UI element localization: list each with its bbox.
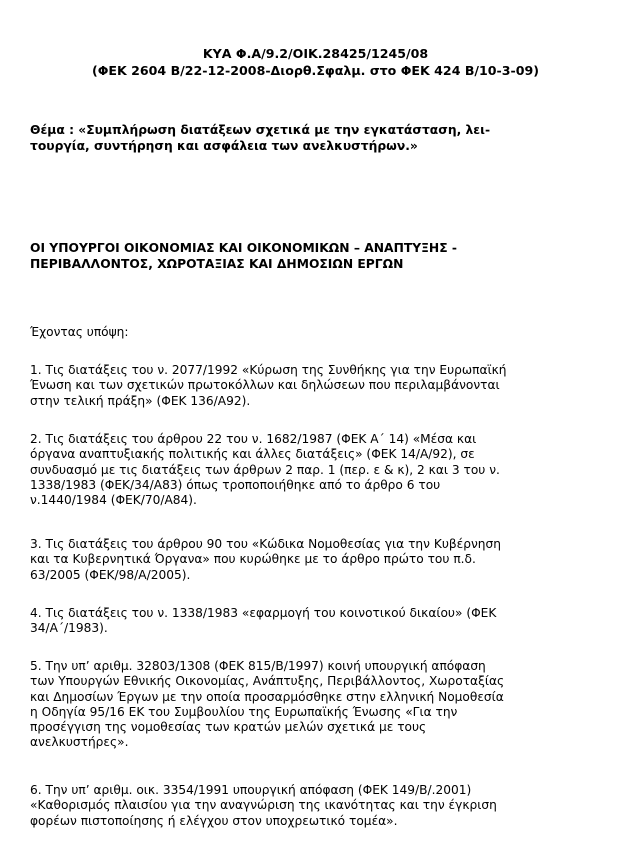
paragraph-line: 1. Τις διατάξεις του ν. 2077/1992 «Κύρωση της Συνθήκης για την Ευρωπαϊκή	[30, 363, 507, 377]
ministers-line: ΟΙ ΥΠΟΥΡΓΟΙ ΟΙΚΟΝΟΜΙΑΣ ΚΑΙ ΟΙΚΟΝΟΜΙΚΩΝ – ΑΝΑΠΤΥΞΗΣ -	[30, 241, 457, 255]
paragraph-line: ανελκυστήρες».	[30, 735, 129, 750]
paragraph-line: Ένωση και των σχετικών πρωτοκόλλων και δηλώσεων που περιλαμβάνονται	[30, 378, 500, 393]
document-header	[30, 45, 601, 79]
paragraph-line: 2. Τις διατάξεις του άρθρου 22 του ν. 1682/1987 (ΦΕΚ Α΄ 14) «Μέσα και	[30, 432, 477, 446]
header-gazette-reference: (ΦΕΚ 2604 Β/22-12-2008-Διορθ.Σφαλμ. στο ΦΕΚ 424 Β/10-3-09)	[91, 63, 540, 78]
paragraph-6	[30, 783, 606, 829]
paragraph-4	[30, 606, 606, 637]
ministers-heading	[30, 241, 601, 272]
paragraph-line: και τα Κυβερνητικά Όργανα» που κυρώθηκε με το άρθρο πρώτο του π.δ.	[30, 552, 476, 567]
paragraph-line: 6. Την υπ’ αριθμ. οικ. 3354/1991 υπουργική απόφαση (ΦΕΚ 149/Β/.2001)	[30, 783, 472, 797]
paragraph-line: η Οδηγία 95/16 ΕΚ του Συμβουλίου της Ευρωπαϊκής Ένωσης «Για την	[30, 704, 458, 719]
paragraph-1	[30, 363, 606, 409]
header-decision-number: ΚΥΑ Φ.Α/9.2/ΟΙΚ.28425/1245/08	[202, 46, 429, 61]
paragraph-line: συνδυασμό με τις διατάξεις των άρθρων 2 παρ. 1 (περ. ε & κ), 2 και 3 του ν.	[30, 462, 500, 477]
document-subject	[30, 123, 601, 154]
paragraph-line: όργανα αναπτυξιακής πολιτικής και άλλες διατάξεις» (ΦΕΚ 14/Α/92), σε	[30, 447, 475, 462]
paragraph-line: και Δημοσίων Έργων με την οποία προσαρμόσθηκε στην ελληνική Νομοθεσία	[30, 689, 504, 704]
paragraph-2	[30, 432, 606, 508]
paragraph-line: φορέων πιστοποίησης ή ελέγχου στον υποχρεωτικό τομέα».	[30, 813, 398, 828]
paragraph-line: προσέγγιση της νομοθεσίας των κρατών μελών σχετικά με τους	[30, 720, 427, 735]
paragraph-line: 3. Τις διατάξεις του άρθρου 90 του «Κώδικα Νομοθεσίας για την Κυβέρνηση	[30, 537, 501, 551]
subject-line: Θέμα : «Συμπλήρωση διατάξεων σχετικά με την εγκατάσταση, λει-	[30, 123, 491, 137]
paragraph-line: «Καθορισμός πλαισίου για την αναγνώριση της ικανότητας και την έγκριση	[30, 798, 497, 813]
paragraph-line: στην τελική πράξη» (ΦΕΚ 136/Α92).	[30, 393, 251, 408]
paragraph-3	[30, 537, 606, 583]
paragraph-line: 1338/1983 (ΦΕΚ/34/Α83) όπως τροποποιήθηκε από το άρθρο 6 του	[30, 477, 441, 492]
paragraph-line: 4. Τις διατάξεις του ν. 1338/1983 «εφαρμογή του κοινοτικού δικαίου» (ΦΕΚ	[30, 606, 497, 620]
ministers-line: ΠΕΡΙΒΑΛΛΟΝΤΟΣ, ΧΩΡΟΤΑΞΙΑΣ ΚΑΙ ΔΗΜΟΣΙΩΝ ΕΡΓΩΝ	[30, 256, 404, 271]
paragraph-5	[30, 659, 606, 751]
paragraph-line: 5. Την υπ’ αριθμ. 32803/1308 (ΦΕΚ 815/Β/1997) κοινή υπουργική απόφαση	[30, 659, 486, 673]
intro-text	[30, 325, 606, 340]
paragraph-line: 34/Α΄/1983).	[30, 621, 108, 636]
paragraph-line: των Υπουργών Εθνικής Οικονομίας, Ανάπτυξης, Περιβάλλοντος, Χωροταξίας	[30, 674, 505, 689]
subject-line: τουργία, συντήρηση και ασφάλεια των ανελκυστήρων.»	[30, 138, 418, 153]
intro-line: Έχοντας υπόψη:	[30, 325, 129, 339]
paragraph-line: 63/2005 (ΦΕΚ/98/Α/2005).	[30, 567, 191, 582]
paragraph-line: ν.1440/1984 (ΦΕΚ/70/Α84).	[30, 493, 197, 508]
